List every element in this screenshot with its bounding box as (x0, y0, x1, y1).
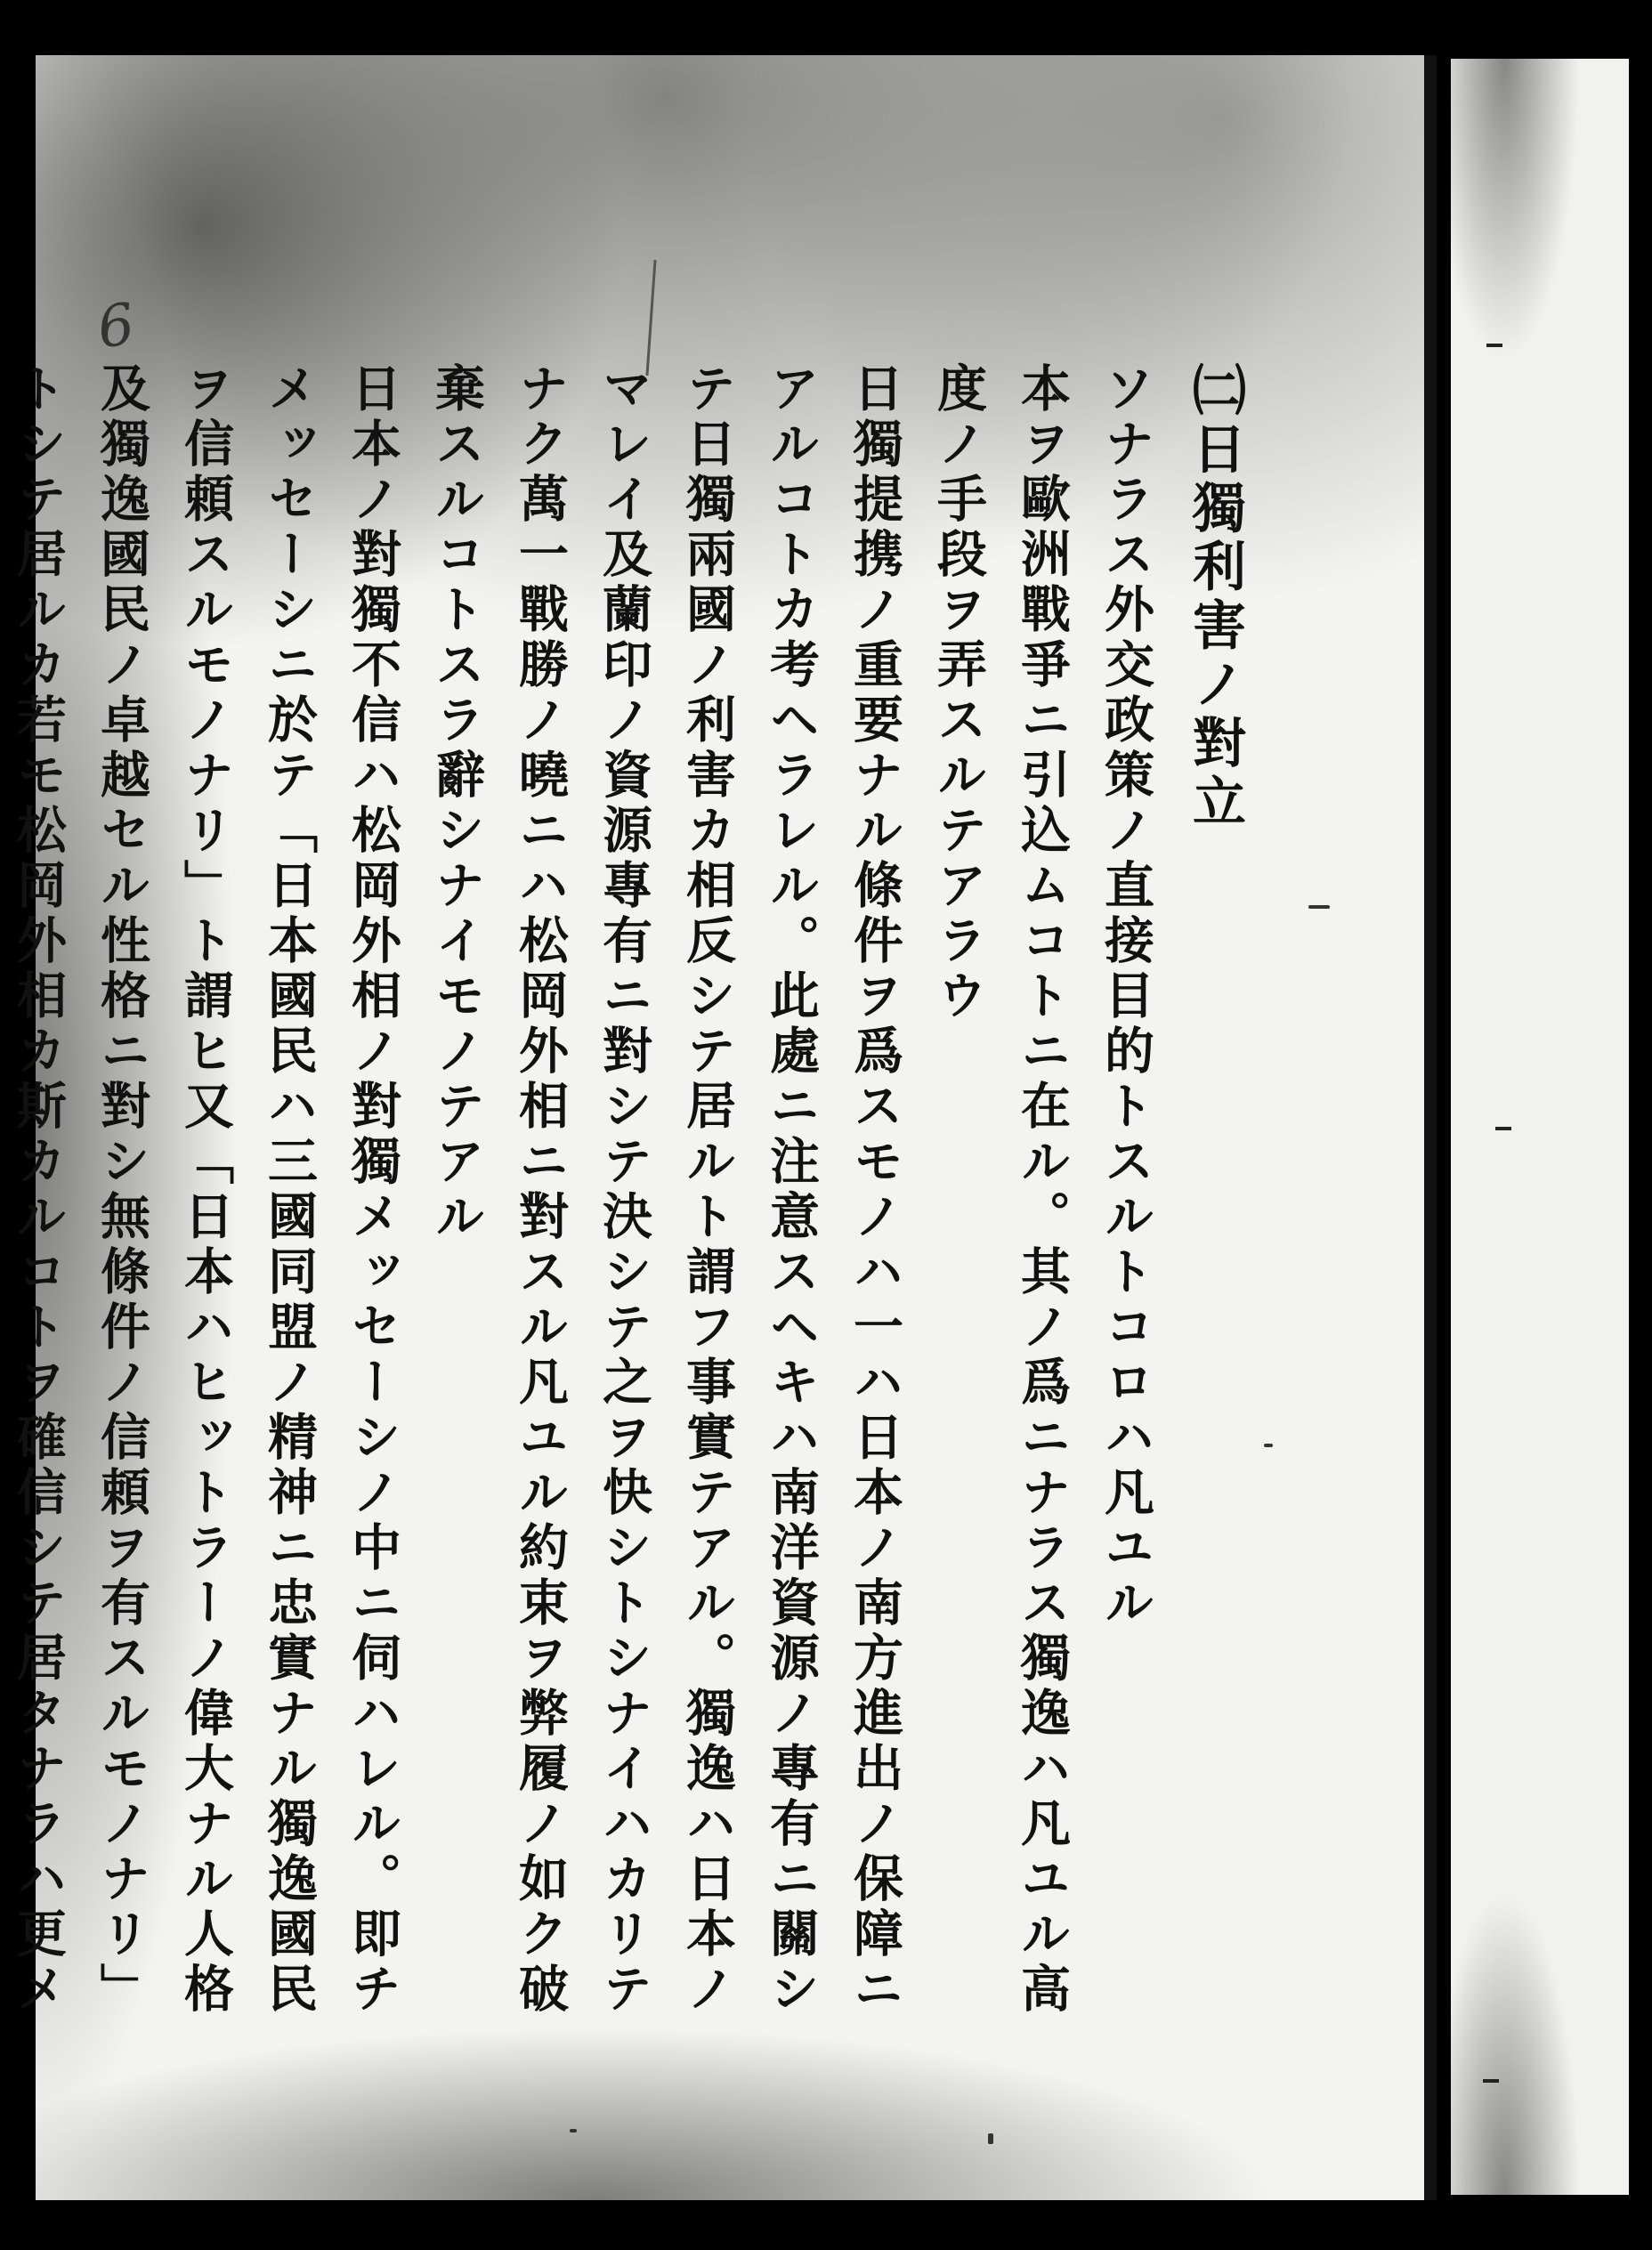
paper-crease (645, 260, 656, 376)
section-heading: ㈡日獨利害ノ對立 (1184, 362, 1246, 832)
text-column: マレイ及蘭印ノ資源專有ニ對シテ決シテ之ヲ快シトシナイハカリテ (595, 362, 653, 2018)
leaf-mark (1495, 1127, 1511, 1130)
text-column: 本ヲ歐洲戰爭ニ引込ムコトニ在ル。其ノ爲ニナラス獨逸ハ凡ユル高 (1013, 362, 1072, 2018)
text-column: 日本ノ對獨不信ハ松岡外相ノ對獨メッセーシノ中ニ伺ハレル。即チ (344, 362, 402, 2018)
leaf-mark (1486, 344, 1502, 347)
print-speck (988, 2133, 993, 2144)
text-column: テ日獨兩國ノ利害カ相反シテ居ルト謂フ事實テアル。獨逸ハ日本ノ (678, 362, 737, 2018)
print-speck (1264, 1444, 1273, 1447)
text-column: 日獨提携ノ重要ナル條件ヲ爲スモノハ一ハ日本ノ南方進出ノ保障ニ (846, 362, 904, 2018)
text-column: 度ノ手段ヲ弄スルテアラウ (929, 362, 988, 1024)
page-number: 6 (93, 291, 139, 362)
text-column: メッセーシニ於テ「日本國民ハ三國同盟ノ精神ニ忠實ナル獨逸國民 (260, 362, 319, 2018)
print-speck (1308, 905, 1330, 909)
print-speck (570, 2129, 577, 2133)
text-column: アルコトカ考ヘラレル。此處ニ注意スヘキハ南洋資源ノ專有ニ關シ (762, 362, 821, 2018)
page-gutter-edge (1424, 55, 1437, 2200)
text-column: ヲ信頼スルモノナリ」ト謂ヒ又「日本ハヒットラーノ偉大ナル人格 (176, 362, 235, 2018)
vertical-text-body (0, 362, 1257, 2196)
text-column: 及獨逸國民ノ卓越セル性格ニ對シ無條件ノ信頼ヲ有スルモノナリ」 (93, 362, 151, 2018)
text-column: ナク萬一戰勝ノ曉ニハ松岡外相ニ對スル凡ユル約束ヲ弊履ノ如ク破 (511, 362, 570, 2018)
text-column: トシテ居ルカ若モ松岡外相カ斯カルコトヲ確信シテ居タナラハ更メ (9, 362, 68, 2018)
document-page (9, 55, 1435, 2200)
text-column: 棄スルコトスラ辭シナイモノテアル (427, 362, 486, 1245)
leaf-mark (1483, 2079, 1499, 2083)
text-column: ソナラス外交政策ノ直接目的トスルトコロハ凡ユル (1097, 362, 1155, 1631)
adjacent-page-edge (1451, 59, 1629, 2195)
